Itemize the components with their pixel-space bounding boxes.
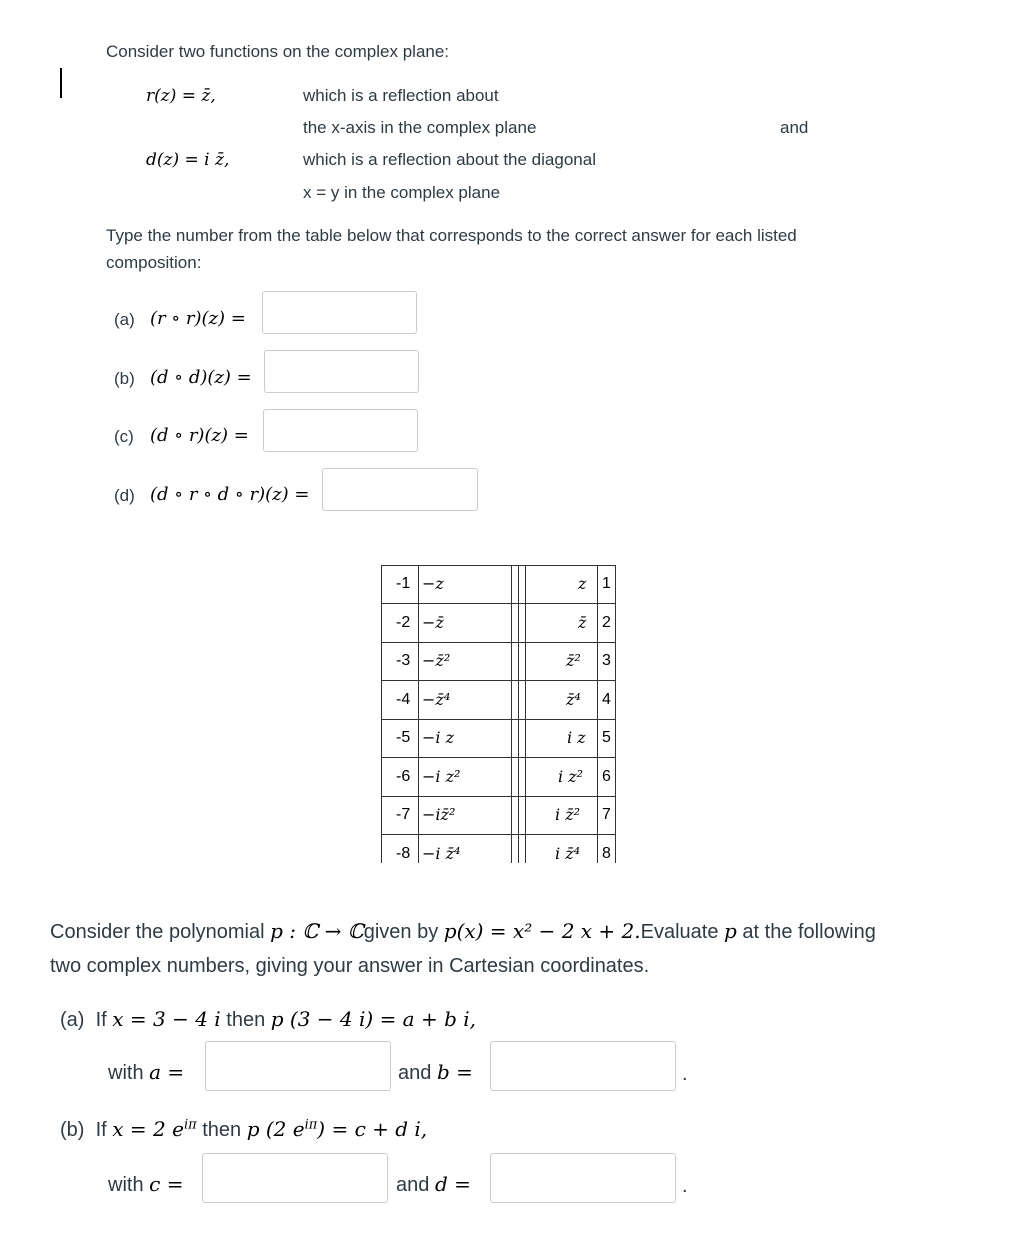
q2-text-a: Consider the polynomial	[50, 921, 265, 943]
q2b-label: (b)	[60, 1119, 85, 1141]
q2a-and-b	[398, 1060, 473, 1085]
left-number: -4	[396, 691, 411, 708]
q2-text-c: Evaluate	[640, 921, 719, 943]
right-expression: i z	[567, 728, 586, 747]
q2b-with: with	[108, 1174, 144, 1196]
and-label: and	[780, 118, 809, 137]
left-expression: −z̄	[422, 613, 444, 632]
part-b-expression: (d ∘ d)(z) =	[150, 367, 252, 388]
q2b-c-input[interactable]	[202, 1153, 388, 1203]
q2b-eq-right: ) = c + d i,	[317, 1117, 428, 1141]
right-expression: z̄²	[566, 651, 581, 670]
left-number: -8	[396, 845, 411, 862]
left-expression: −iz̄²	[422, 805, 456, 824]
part-c-answer-input[interactable]	[263, 409, 418, 452]
q2a-then: then	[226, 1009, 266, 1031]
left-expression: −z	[422, 574, 444, 593]
d-definition: d(z) = i z̄,	[146, 150, 230, 170]
q2a-var-b: b =	[436, 1060, 473, 1084]
left-number: -1	[396, 575, 411, 592]
q2b-equation	[247, 1117, 427, 1141]
q2b-and: and	[396, 1174, 430, 1196]
left-expression: −z̄⁴	[422, 690, 451, 709]
q2a-var-a: a =	[149, 1060, 185, 1084]
q2-part-a-statement	[60, 1007, 476, 1032]
part-a-answer-input[interactable]	[262, 291, 417, 334]
q2-part-b-statement	[60, 1117, 427, 1142]
left-expression: −z̄²	[422, 651, 451, 670]
left-number: -3	[396, 652, 411, 669]
right-expression: z̄⁴	[566, 690, 581, 709]
q2a-b-input[interactable]	[490, 1041, 676, 1091]
right-number: 3	[602, 652, 611, 669]
q2a-if: If	[95, 1009, 107, 1031]
q2b-var-d: d =	[434, 1172, 471, 1196]
answer-key-table	[381, 565, 616, 863]
q2b-then: then	[202, 1119, 242, 1141]
q2-line-2: two complex numbers, giving your answer in Cartesian coordinates.	[50, 955, 650, 977]
q2a-equation: p (3 − 4 i) = a + b i,	[270, 1007, 476, 1031]
q2b-if: If	[95, 1119, 107, 1141]
right-number: 7	[602, 806, 611, 823]
r-description-1: which is a reflection about	[303, 86, 499, 105]
q2-map: p : ℂ → ℂ	[270, 919, 364, 943]
q2b-x-exponent: iπ	[183, 1117, 197, 1133]
q2b-and-d	[396, 1172, 471, 1197]
d-description-2: x = y in the complex plane	[303, 183, 501, 202]
q2-p: p	[724, 919, 737, 943]
left-expression: −i z̄⁴	[422, 844, 461, 863]
part-b-answer-input[interactable]	[264, 350, 419, 393]
part-d-label: (d)	[114, 486, 135, 505]
q2-text-d: at the following	[742, 921, 876, 943]
left-number: -6	[396, 768, 411, 785]
q2b-var-c: c =	[149, 1172, 184, 1196]
q2a-label: (a)	[60, 1009, 85, 1031]
q2-text-b: given by	[363, 921, 439, 943]
right-expression: i z²	[558, 767, 584, 786]
q2a-x-value: x = 3 − 4 i	[112, 1007, 221, 1031]
r-definition: r(z) = z̄,	[146, 86, 216, 106]
q2b-x-value	[112, 1117, 196, 1141]
q2a-and: and	[398, 1062, 432, 1084]
q2b-x-base: x = 2 e	[112, 1117, 184, 1141]
part-c-expression: (d ∘ r)(z) =	[150, 425, 249, 446]
d-description-1: which is a reflection about the diagonal	[303, 150, 596, 169]
q2-polynomial: p(x) = x² − 2 x + 2.	[443, 919, 641, 943]
part-d-answer-input[interactable]	[322, 468, 478, 511]
q2-line-1	[50, 919, 876, 944]
left-number: -5	[396, 729, 411, 746]
left-number: -2	[396, 614, 411, 631]
right-expression: z	[578, 574, 587, 593]
right-number: 6	[602, 768, 611, 785]
left-expression: −i z	[422, 728, 455, 747]
right-expression: i z̄²	[555, 805, 581, 824]
part-b-label: (b)	[114, 369, 135, 388]
right-number: 4	[602, 691, 611, 708]
q2a-period: .	[682, 1063, 688, 1085]
left-expression: −i z²	[422, 767, 461, 786]
right-number: 8	[602, 845, 611, 862]
q2b-with-c	[108, 1172, 183, 1197]
right-number: 5	[602, 729, 611, 746]
q2b-eq-left: p (2 e	[246, 1117, 305, 1141]
q2a-a-input[interactable]	[205, 1041, 391, 1091]
instruction-line-2: composition:	[106, 253, 202, 272]
text-cursor	[60, 68, 62, 98]
q1-intro: Consider two functions on the complex plane:	[106, 42, 450, 61]
right-number: 2	[602, 614, 611, 631]
right-expression: z̄	[578, 613, 587, 632]
right-number: 1	[602, 575, 611, 592]
left-number: -7	[396, 806, 411, 823]
instruction-line-1: Type the number from the table below that corresponds to the correct answer for each listed	[106, 226, 797, 245]
q2b-period: .	[682, 1175, 688, 1197]
part-a-label: (a)	[114, 310, 135, 329]
q2b-d-input[interactable]	[490, 1153, 676, 1203]
right-expression: i z̄⁴	[555, 844, 581, 863]
q2a-with-a	[108, 1060, 184, 1085]
part-d-expression: (d ∘ r ∘ d ∘ r)(z) =	[150, 484, 310, 505]
r-description-2: the x-axis in the complex plane	[303, 118, 537, 137]
part-a-expression: (r ∘ r)(z) =	[150, 308, 246, 329]
q2a-with: with	[108, 1062, 144, 1084]
q2b-eq-exponent: iπ	[304, 1117, 318, 1133]
part-c-label: (c)	[114, 427, 134, 446]
